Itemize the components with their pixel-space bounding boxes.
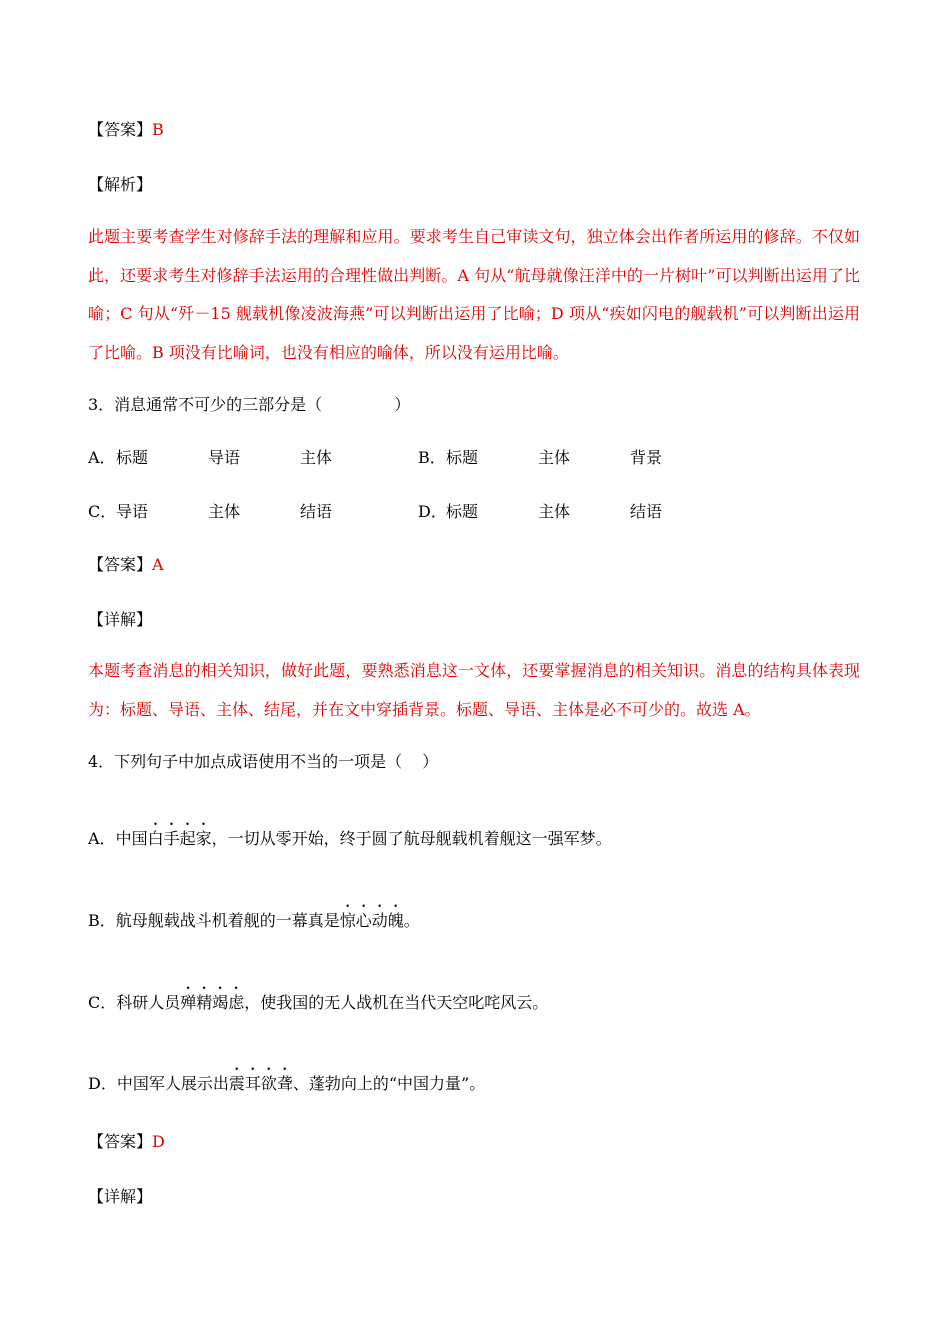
- sentence-before: 航母舰载战斗机着舰的一幕真是: [115, 911, 340, 930]
- q3-stem: [88, 395, 410, 415]
- q2-answer: [88, 120, 164, 140]
- option-item: 主体: [300, 448, 333, 467]
- option-letter: C．: [88, 502, 117, 521]
- answer-label: 【答案】: [88, 555, 153, 574]
- answer-value: D: [152, 1132, 165, 1151]
- answer-label: 【答案】: [88, 1132, 153, 1151]
- q2-analysis-label: 【解析】: [88, 175, 153, 194]
- dotted-idiom: 白手起家: [147, 829, 212, 848]
- q3-detail-text: 本题考查消息的相关知识，做好此题，要熟悉消息这一文体，还要掌握消息的相关知识。消息的结构具体表现为：标题、导语、主体、结尾，并在文中穿插背景。标题、导语、主体是必不可少的。故选 A。: [88, 661, 860, 719]
- dotted-idiom: 殚精竭虑: [180, 993, 245, 1012]
- q4-option-d: [88, 1065, 485, 1094]
- option-letter: C．: [88, 993, 117, 1012]
- option-item: 标题: [446, 448, 479, 467]
- q4-option-a: [88, 820, 612, 849]
- option-item: 导语: [116, 502, 149, 521]
- option-letter: D．: [418, 502, 447, 521]
- option-letter: B．: [418, 448, 446, 467]
- option-item: 导语: [208, 448, 241, 467]
- sentence-before: 科研人员: [116, 993, 181, 1012]
- q3-answer: [88, 555, 164, 575]
- answer-value: A: [152, 555, 164, 574]
- sentence-after: 、蓬勃向上的“中国力量”。: [292, 1074, 486, 1093]
- option-item: 标题: [116, 448, 149, 467]
- q3-option-c: [88, 502, 333, 522]
- option-item: 主体: [538, 502, 571, 521]
- option-item: 结语: [630, 502, 663, 521]
- q4-option-c: [88, 984, 548, 1013]
- sentence-before: 中国: [115, 829, 148, 848]
- question-stem: 3．消息通常不可少的三部分是（: [88, 395, 323, 414]
- q3-option-a: [88, 448, 333, 468]
- sentence-after: 。: [403, 911, 420, 930]
- q2-analysis-text: 此题主要考查学生对修辞手法的理解和应用。要求考生自己审读文句，独立体会出作者所运用的修辞。不仅如此，还要求考生对修辞手法运用的合理性做出判断。A 句从“航母就像汪洋中的一片树叶”可以判断出运用了比喻；C 句从“歼－15 舰载机像凌波海燕”可以判断出运用了比喻；D 项从“疾如闪电的舰载机”可以判断出运用了比喻。B 项没有比喻词，也没有相应的喻体，所以没有运用比喻。: [88, 227, 860, 362]
- option-item: 结语: [300, 502, 333, 521]
- question-stem: 4．下列句子中加点成语使用不当的一项是（: [88, 752, 403, 771]
- q4-stem: [88, 752, 438, 772]
- dotted-idiom: 惊心动魄: [339, 911, 404, 930]
- option-item: 主体: [208, 502, 241, 521]
- answer-value: B: [152, 120, 164, 139]
- option-letter: D．: [88, 1074, 117, 1093]
- q4-answer: [88, 1132, 165, 1152]
- q4-detail-label: 【详解】: [88, 1187, 153, 1206]
- stem-close: ）: [394, 395, 411, 414]
- dotted-idiom: 震耳欲聋: [228, 1074, 293, 1093]
- option-item: 背景: [630, 448, 663, 467]
- option-letter: A．: [88, 829, 116, 848]
- q4-option-b: [88, 902, 420, 931]
- sentence-after: ，使我国的无人战机在当代天空叱咤风云。: [244, 993, 549, 1012]
- option-letter: A．: [88, 448, 116, 467]
- sentence-after: ，一切从零开始，终于圆了航母舰载机着舰这一强军梦。: [211, 829, 612, 848]
- q3-option-b: [418, 448, 663, 468]
- sentence-before: 中国军人展示出: [116, 1074, 229, 1093]
- q3-detail-label: 【详解】: [88, 610, 153, 629]
- option-item: 标题: [446, 502, 479, 521]
- stem-close: ）: [422, 752, 439, 771]
- answer-label: 【答案】: [88, 120, 153, 139]
- option-item: 主体: [538, 448, 571, 467]
- q3-option-d: [418, 502, 663, 522]
- option-letter: B．: [88, 911, 116, 930]
